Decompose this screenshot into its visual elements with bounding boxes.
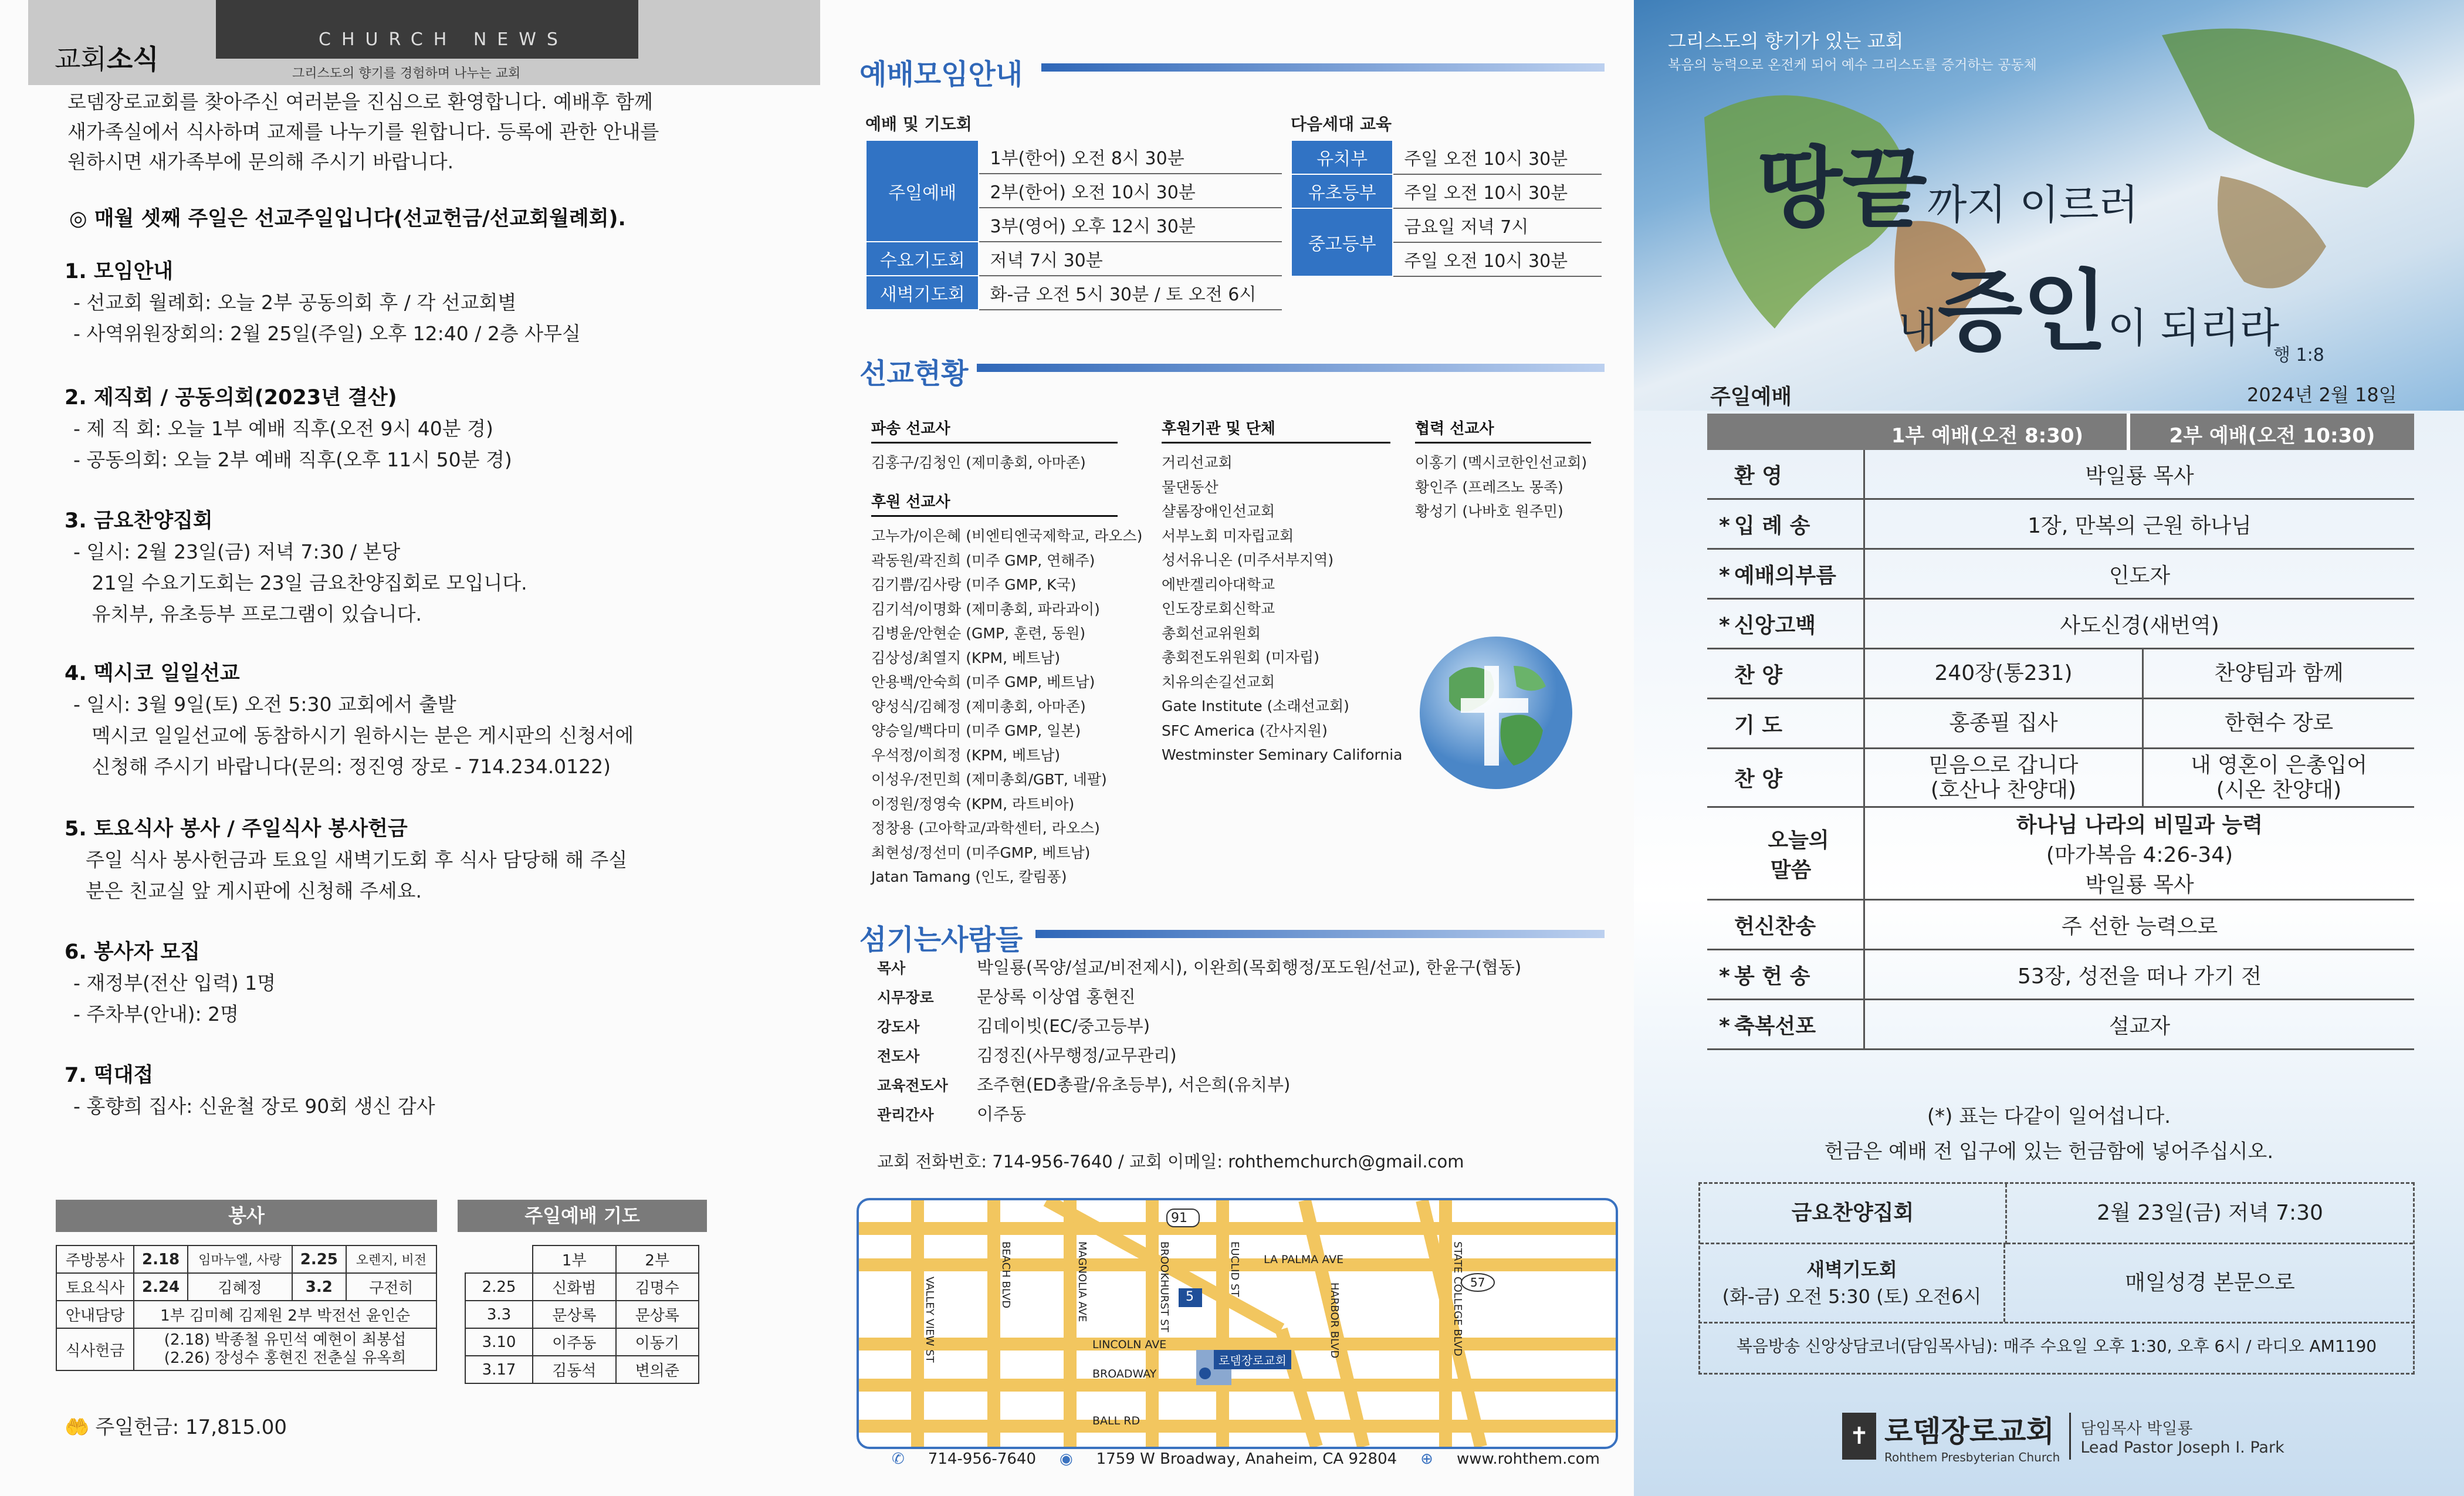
- list-item: 김기쁨/김사랑 (미주 GMP, K국): [871, 576, 1077, 593]
- staff-role: 관리간사: [877, 1106, 934, 1123]
- dawn-prayer-label: 새벽기도회 (화-금) 오전 5:30 (토) 오전6시: [1700, 1244, 2005, 1322]
- order-item-value: 53장, 성전을 떠나 가기 전: [1864, 950, 2415, 1000]
- list-item: 황성기 (나바호 원주민): [1415, 503, 1563, 520]
- news-section-line: - 주차부(안내): 2명: [73, 1003, 239, 1025]
- table-row: [1707, 549, 2414, 599]
- order-item-name: 찬 양: [1707, 649, 1864, 699]
- order-item-value-1: 홍종필 집사: [1864, 699, 2143, 749]
- staff-name: 문상록 이상엽 홍현진: [977, 987, 1136, 1007]
- staff-title: 섬기는사람들: [859, 923, 1023, 956]
- news-section-line: 21일 수요기도회는 23일 금요찬양집회로 모입니다.: [73, 571, 527, 594]
- welcome-text: 로뎀장로교회를 찾아주신 여러분을 진심으로 환영합니다. 예배후 함께 새가족실에서 식사하며 교제를 나누기를 원합니다. 등록에 관한 안내를 원하시면 새가족부에 문의해 주시기 바랍니다.: [67, 90, 659, 174]
- order-item-name: 헌신찬송: [1707, 900, 1864, 950]
- prayer-table-title: 주일예배 기도: [458, 1200, 707, 1232]
- order-item-value: 사도신경(새번역): [1864, 599, 2415, 649]
- friday-worship-label: 금요찬양집회: [1700, 1184, 2007, 1244]
- prayer-table: [458, 1200, 707, 1384]
- news-section-title: 3. 금요찬양집회: [65, 509, 213, 533]
- table-row: 유초등부 주일 오전 10시 30분: [1291, 174, 1602, 208]
- table-row: [1707, 450, 2414, 499]
- worship-date: 2024년 2월 18일: [2247, 384, 2397, 406]
- street-euclid: EUCLID ST: [1228, 1241, 1241, 1297]
- order-item-name: 찬 양: [1707, 749, 1864, 807]
- staff-name: 조주현(ED총괄/유초등부), 서은희(유치부): [977, 1075, 1291, 1095]
- offering-note: 헌금은 예배 전 입구에 있는 헌금함에 넣어주십시오.: [1824, 1140, 2274, 1163]
- globe-icon: [1414, 631, 1578, 795]
- news-section-title: 4. 멕시코 일일선교: [65, 662, 240, 685]
- contact-info: 교회 전화번호: 714-956-7640 / 교회 이메일: rohthemchurch@gmail.com: [877, 1152, 1464, 1172]
- staff-role: 전도사: [877, 1048, 920, 1065]
- worship-info-column: [821, 0, 1634, 1496]
- list-item: 샬롬장애인선교회: [1162, 503, 1275, 520]
- supported-missionaries-list: [871, 524, 1142, 889]
- order-item-value: 박일룡 목사: [1864, 450, 2415, 499]
- table-row: [1707, 599, 2414, 649]
- table-row: [1707, 699, 2414, 749]
- table-row: 주일 오전 10시 30분: [1291, 242, 1602, 276]
- list-item: 정창용 (고아학교/과학센터, 라오스): [871, 820, 1100, 837]
- agencies-list: [1162, 451, 1403, 767]
- table-row: 토요식사 2.24 김혜정 3.2 구전히: [56, 1273, 436, 1301]
- hero-line-1: 땅끝까지 이르러: [1757, 137, 2139, 240]
- table-row: [1707, 900, 2414, 950]
- order-item-name: * 입 례 송: [1707, 499, 1864, 549]
- street-lincoln: LINCOLN AVE: [1092, 1338, 1167, 1351]
- order-item-value-1: 믿음으로 갑니다 (호산나 찬양대): [1864, 749, 2143, 807]
- street-broadway: BROADWAY: [1092, 1368, 1157, 1380]
- order-header: 1부 예배(오전 8:30) 2부 예배(오전 10:30): [1707, 414, 2414, 450]
- list-item: Westminster Seminary California: [1162, 746, 1403, 763]
- list-item: 양승일/백다미 (미주 GMP, 일본): [871, 722, 1081, 739]
- staff-role: 목사: [877, 960, 906, 977]
- table-row: 2부(한어) 오전 10시 30분: [866, 174, 1282, 208]
- order-item-value-2: 한현수 장로: [2143, 699, 2415, 749]
- web-icon: ⊕: [1420, 1450, 1433, 1468]
- street-state-college: STATE COLLEGE BLVD: [1451, 1241, 1464, 1356]
- map-roads: [859, 1200, 1616, 1447]
- supported-missionaries-header: 후원 선교사: [871, 490, 1118, 517]
- order-item-value-2: 찬양팀과 함께: [2143, 649, 2415, 699]
- news-header: [28, 0, 820, 85]
- table-row: [1707, 807, 2414, 900]
- list-item: 총회선교위원회: [1162, 624, 1261, 642]
- list-item: 김병윤/안현순 (GMP, 훈련, 동원): [871, 625, 1086, 642]
- standing-note: (*) 표는 다같이 일어섭니다.: [1927, 1105, 2171, 1128]
- order-item-value-1: 240장(통231): [1864, 649, 2143, 699]
- staff-row: [877, 953, 1521, 983]
- street-brookhurst: BROOKHURST ST: [1158, 1241, 1170, 1332]
- sunday-worship-title: 주일예배: [1710, 385, 1792, 409]
- news-subtitle: 그리스도의 향기를 경험하며 나누는 교회: [292, 66, 521, 81]
- staff-row: [877, 1012, 1521, 1041]
- events-box: [1698, 1182, 2415, 1324]
- mission-title: 선교현황: [859, 357, 969, 390]
- sermon-preacher: 박일룡 목사: [2085, 873, 2194, 897]
- list-item: 성서유니온 (미주서부지역): [1162, 551, 1334, 568]
- table-row: 유치부 주일 오전 10시 30분: [1291, 140, 1602, 174]
- offering-total: 🤲 주일헌금: 17,815.00: [65, 1416, 287, 1439]
- news-section-title: 2. 제직회 / 공동의회(2023년 결산): [65, 386, 397, 409]
- table-row: 중고등부 금요일 저녁 7시: [1291, 208, 1602, 242]
- table-row: 1부 2부: [465, 1245, 699, 1273]
- phone-icon: ✆: [892, 1450, 905, 1468]
- list-item: 곽동원/곽진희 (미주 GMP, 연해주): [871, 551, 1095, 569]
- list-item: 서부노회 미자립교회: [1162, 527, 1294, 544]
- news-section-line: - 선교회 월례회: 오늘 2부 공동의회 후 / 각 선교회별: [73, 291, 517, 314]
- table-row: 새벽기도회 화-금 오전 5시 30분 / 토 오전 6시: [866, 276, 1282, 310]
- order-item-name: 기 도: [1707, 699, 1864, 749]
- list-item: 치유의손길선교회: [1162, 673, 1275, 691]
- sermon-cell: [1864, 807, 2415, 900]
- news-title: 교회소식: [55, 43, 159, 75]
- street-harbor: HARBOR BLVD: [1328, 1282, 1341, 1359]
- order-item-name: * 예배의부름: [1707, 549, 1864, 599]
- table-row: 3.17 김동석 변의준: [465, 1356, 699, 1383]
- table-row: 3.3 문상록 문상록: [465, 1301, 699, 1328]
- education-schedule-table: [1291, 140, 1602, 277]
- news-section-line: 유치부, 유초등부 프로그램이 있습니다.: [73, 603, 422, 625]
- agencies-header: 후원기관 및 단체: [1162, 417, 1390, 444]
- staff-name: 김데이빗(EC/중고등부): [977, 1016, 1150, 1036]
- news-section-title: 5. 토요식사 봉사 / 주일식사 봉사헌금: [65, 817, 408, 841]
- list-item: 인도장로회신학교: [1162, 600, 1275, 617]
- friday-worship-value: 2월 23일(금) 저녁 7:30: [2007, 1184, 2413, 1244]
- staff-row: [877, 1041, 1521, 1071]
- list-item: 물댄동산: [1162, 478, 1219, 496]
- table-row: 수요기도회 저녁 7시 30분: [866, 242, 1282, 276]
- staff-name: 박일룡(목양/설교/비전제시), 이완희(목회행정/포도원/선교), 한윤구(협동): [977, 957, 1522, 977]
- service-table: [56, 1200, 437, 1371]
- list-item: 황인주 (프레즈노 몽족): [1415, 478, 1563, 496]
- church-news-column: [0, 0, 821, 1496]
- list-item: 에반겔리아대학교: [1162, 576, 1275, 593]
- order-of-worship-table: [1707, 450, 2414, 1050]
- order-item-name: 오늘의 말씀: [1707, 807, 1864, 900]
- table-row: 식사헌금 (2.18) 박종철 유민석 예현이 최봉섭 (2.26) 장성수 홍현진 전춘실 유옥희: [56, 1328, 436, 1370]
- hwy-57-label: 57: [1470, 1275, 1485, 1289]
- staff-role: 강도사: [877, 1018, 920, 1035]
- list-item: 고누가/이은혜 (비엔티엔국제학교, 라오스): [871, 527, 1143, 544]
- list-item: 안용백/안숙희 (미주 GMP, 베트남): [871, 673, 1095, 691]
- order-item-value-2: 내 영혼이 은총입어 (시온 찬양대): [2143, 749, 2415, 807]
- church-location-label: 로뎀장로교회: [1214, 1350, 1291, 1369]
- hwy-5-label: 5: [1186, 1289, 1194, 1304]
- staff-name: 이주동: [977, 1104, 1027, 1124]
- table-row: [1707, 499, 2414, 549]
- news-section-title: 1. 모임안내: [65, 260, 174, 283]
- order-item-value: 1장, 만복의 근원 하나님: [1864, 499, 2415, 549]
- sermon-reference: (마가복음 4:26-34): [2046, 843, 2233, 867]
- list-item: 이홍기 (멕시코한인선교회): [1415, 454, 1588, 471]
- order-item-value: 설교자: [1864, 1000, 2415, 1050]
- news-section-title: 7. 떡대접: [65, 1064, 154, 1087]
- order-item-name: * 축복선포: [1707, 1000, 1864, 1050]
- church-map[interactable]: [857, 1198, 1618, 1449]
- staff-role: 교육전도사: [877, 1077, 948, 1094]
- dawn-prayer-value: 매일성경 본문으로: [2125, 1271, 2295, 1295]
- table-row: 주일예배 1부(한어) 오전 8시 30분: [866, 140, 1282, 174]
- order-item-value: 인도자: [1864, 549, 2415, 599]
- staff-row: [877, 983, 1521, 1012]
- coop-list: [1415, 451, 1587, 524]
- mission-notice: ◎ 매월 셋째 주일은 선교주일입니다(선교헌금/선교회월례회).: [69, 207, 626, 231]
- list-item: 우석정/이희정 (KPM, 베트남): [871, 746, 1061, 764]
- news-header-en: CHURCH NEWS: [216, 0, 638, 59]
- church-logo: ✝ 로뎀장로교회 Rohthem Presbyterian Church 담임목사 박일룡 Lead Pastor Joseph I. Park: [1842, 1408, 2284, 1464]
- news-section-line: 주일 식사 봉사헌금과 토요일 새벽기도회 후 식사 담당해 해 주실: [73, 848, 628, 871]
- table-row: [1707, 749, 2414, 807]
- street-beach: BEACH BLVD: [1000, 1241, 1012, 1309]
- news-section-line: 멕시코 일일선교에 동참하시기 원하시는 분은 게시판의 신청서에: [73, 724, 634, 747]
- news-section-line: - 공동의회: 오늘 2부 예배 직후(오후 11시 50분 경): [73, 448, 512, 471]
- news-section-line: - 제 직 회: 오늘 1부 예배 직후(오전 9시 40분 경): [73, 417, 493, 440]
- street-la-palma: LA PALMA AVE: [1264, 1253, 1344, 1266]
- hwy-91-label: 91: [1171, 1211, 1187, 1226]
- staff-list: [877, 953, 1521, 1129]
- table-row: 3.10 이주동 이동기: [465, 1328, 699, 1356]
- list-item: Jatan Tamang (인도, 칼림퐁): [871, 868, 1067, 885]
- table-row: 주방봉사 2.18 임마누엘, 사랑 2.25 오렌지, 비전: [56, 1245, 436, 1273]
- worship-sub: 예배 및 기도회: [865, 114, 972, 134]
- edu-sub: 다음세대 교육: [1291, 114, 1392, 134]
- staff-row: [877, 1100, 1521, 1129]
- worship-info-title: 예배모임안내: [859, 58, 1023, 91]
- news-section-title: 6. 봉사자 모집: [65, 940, 201, 964]
- list-item: 총회전도위원회 (미자립): [1162, 649, 1319, 666]
- list-item: 이정원/정영숙 (KPM, 라트비아): [871, 795, 1075, 813]
- hand-heart-icon: 🤲: [65, 1416, 90, 1439]
- news-section-line: 분은 친교실 앞 게시판에 신청해 주세요.: [73, 879, 422, 902]
- list-item: 김기석/이명화 (제미총회, 파라과이): [871, 600, 1100, 618]
- title-bar: [1035, 930, 1605, 938]
- sent-missionaries-list: [871, 451, 1086, 475]
- list-item: 양성식/김혜정 (제미총회, 아마존): [871, 698, 1086, 715]
- sent-missionaries-header: 파송 선교사: [871, 417, 1118, 444]
- service-table-title: 봉사: [56, 1200, 437, 1232]
- list-item: 최현성/정선미 (미주GMP, 베트남): [871, 844, 1091, 861]
- street-ball: BALL RD: [1092, 1414, 1140, 1427]
- table-row: [1707, 649, 2414, 699]
- list-item: 김홍구/김청인 (제미총회, 아마존): [871, 454, 1086, 471]
- verse-reference: 행 1:8: [2273, 345, 2324, 365]
- tagline-1: 그리스도의 향기가 있는 교회: [1668, 30, 1904, 52]
- staff-name: 김정진(사무행정/교무관리): [977, 1045, 1177, 1065]
- street-valley-view: VALLEY VIEW ST: [923, 1277, 936, 1363]
- sermon-title: 하나님 나라의 비밀과 능력: [2016, 813, 2263, 837]
- street-magnolia: MAGNOLIA AVE: [1076, 1241, 1088, 1322]
- contact-footer: ✆ 714-956-7640 ◉ 1759 W Broadway, Anaheim, CA 92804 ⊕ www.rohthem.com: [892, 1450, 1600, 1468]
- table-row: [1707, 1000, 2414, 1050]
- table-row: 안내담당 1부 김미혜 김제원 2부 박전선 윤인순: [56, 1301, 436, 1328]
- news-section-line: 신청해 주시기 바랍니다(문의: 정진영 장로 - 714.234.0122): [73, 755, 611, 778]
- tagline-2: 복음의 능력으로 온전케 되어 예수 그리스도를 증거하는 공동체: [1668, 57, 2037, 73]
- news-section-line: - 홍향희 집사: 신윤철 장로 90회 생신 감사: [73, 1095, 435, 1118]
- list-item: 거리선교회: [1162, 454, 1233, 471]
- order-item-name: 환 영: [1707, 450, 1864, 499]
- list-item: 이성우/전민희 (제미총회/GBT, 네팔): [871, 771, 1107, 788]
- order-item-name: * 봉 헌 송: [1707, 950, 1864, 1000]
- news-section-line: - 재정부(전산 입력) 1명: [73, 972, 276, 994]
- table-row: 2.25 신화범 김명수: [465, 1273, 699, 1301]
- list-item: Gate Institute (소래선교회): [1162, 698, 1349, 715]
- order-item-name: * 신앙고백: [1707, 599, 1864, 649]
- radio-broadcast: 복음방송 신앙상담코너(담임목사님): 매주 수요일 오후 1:30, 오후 6시 / 라디오 AM1190: [1698, 1320, 2415, 1375]
- news-section-line: - 사역위원장회의: 2월 25일(주일) 오후 12:40 / 2층 사무실: [73, 322, 581, 345]
- church-logo-icon: ✝: [1842, 1413, 1876, 1460]
- title-bar: [977, 364, 1605, 372]
- staff-row: [877, 1071, 1521, 1100]
- table-row: [1707, 950, 2414, 1000]
- coop-header: 협력 선교사: [1415, 417, 1591, 444]
- list-item: SFC America (간사지원): [1162, 722, 1328, 739]
- list-item: 김상성/최열지 (KPM, 베트남): [871, 649, 1061, 666]
- news-section-line: - 일시: 2월 23일(금) 저녁 7:30 / 본당: [73, 540, 401, 563]
- news-section-line: - 일시: 3월 9일(토) 오전 5:30 교회에서 출발: [73, 693, 456, 716]
- staff-role: 시무장로: [877, 989, 934, 1006]
- location-pin-icon: ◉: [1059, 1450, 1073, 1468]
- worship-schedule-table: [865, 140, 1282, 310]
- bulletin-cover-column: [1634, 0, 2464, 1496]
- table-row: 3부(영어) 오후 12시 30분: [866, 208, 1282, 242]
- order-item-value: 주 선한 능력으로: [1864, 900, 2415, 950]
- title-bar: [1041, 63, 1605, 72]
- hero-line-2: 내증인이 되리라: [1898, 260, 2280, 363]
